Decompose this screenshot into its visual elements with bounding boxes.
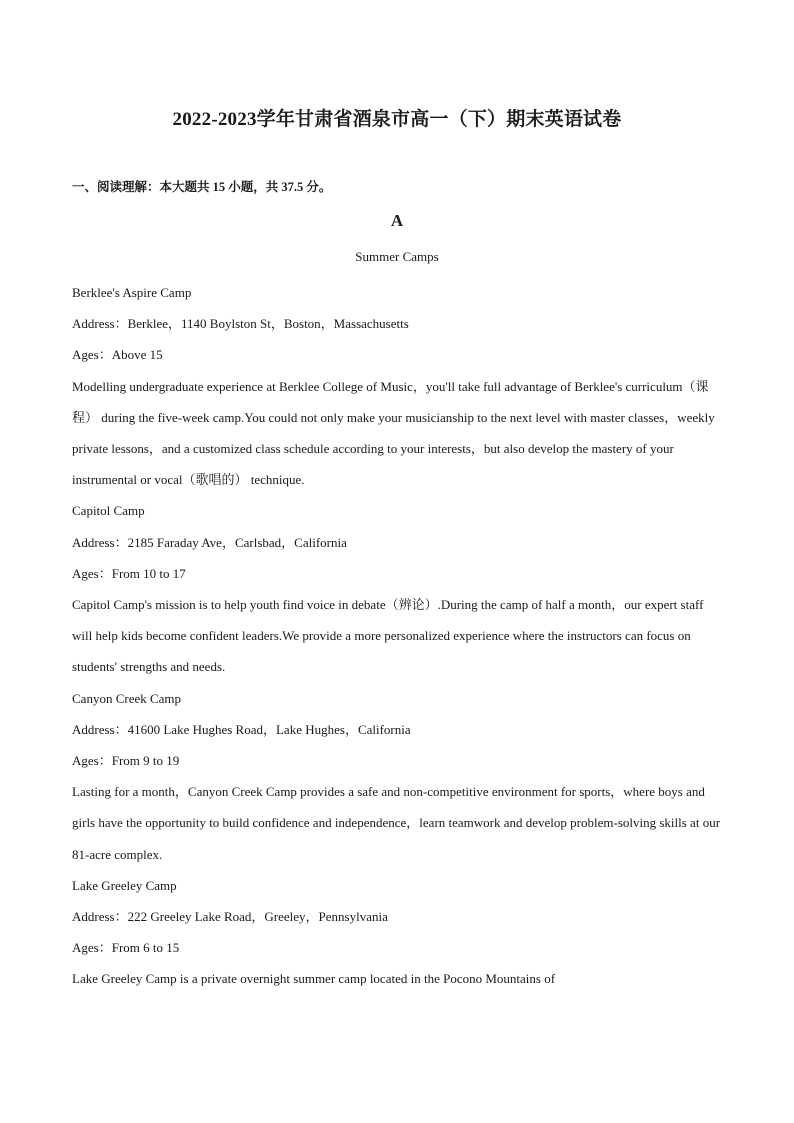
camp-ages: Ages：Above 15 <box>72 347 163 363</box>
camp-address: Address：222 Greeley Lake Road，Greeley，Pennsylvania <box>72 909 388 925</box>
camp-address: Address：2185 Faraday Ave，Carlsbad，California <box>72 534 347 550</box>
section-heading: 一、阅读理解：本大题共 15 小题，共 37.5 分。 <box>72 180 332 194</box>
camp-entry <box>72 277 722 495</box>
camp-entry <box>72 870 722 995</box>
camp-ages: Ages：From 9 to 19 <box>72 753 180 769</box>
camp-name: Berklee's Aspire Camp <box>72 285 192 300</box>
camp-name: Canyon Creek Camp <box>72 690 182 706</box>
camp-address: Address：Berklee，1140 Boylston St，Boston，Massachusetts <box>72 316 409 332</box>
camp-description: Modelling undergraduate experience at Berklee College of Music，you'll take full advantage of Berklee's curriculum（课程） during the five-week camp.You could not only make your musicianship to the next level with master classes，weekly private lessons，and a customized class schedule according to your interests，but also develop the mastery of your instrumental or vocal（歌唱的） technique. <box>72 378 715 488</box>
camp-ages: Ages：From 10 to 17 <box>72 565 186 581</box>
camp-name: Capitol Camp <box>72 503 145 519</box>
camp-entry <box>72 495 722 682</box>
camp-description: Lake Greeley Camp is a private overnight summer camp located in the Pocono Mountains of <box>72 971 556 987</box>
camp-description: Lasting for a month，Canyon Creek Camp provides a safe and non-competitive environment for sports，where boys and girls have the opportunity to build confidence and independence，learn teamwork and develop problem-solving skills at our 81-acre complex. <box>72 784 721 862</box>
passage-label: A <box>390 211 404 230</box>
camp-entry <box>72 683 722 870</box>
camp-ages: Ages：From 6 to 15 <box>72 940 180 956</box>
camp-name: Lake Greeley Camp <box>72 877 177 893</box>
passage-title: Summer Camps <box>355 249 439 264</box>
camp-address: Address：41600 Lake Hughes Road，Lake Hughes，California <box>72 721 411 737</box>
camp-description: Capitol Camp's mission is to help youth find voice in debate（辨论）.During the camp of half a month，our expert staff will help kids become confident leaders.We provide a more personalized experience where the instructors can focus on students' strengths and needs. <box>72 597 704 675</box>
exam-title: 2022-2023学年甘肃省酒泉市高一（下）期末英语试卷 <box>172 109 622 130</box>
passage-body <box>72 277 722 995</box>
